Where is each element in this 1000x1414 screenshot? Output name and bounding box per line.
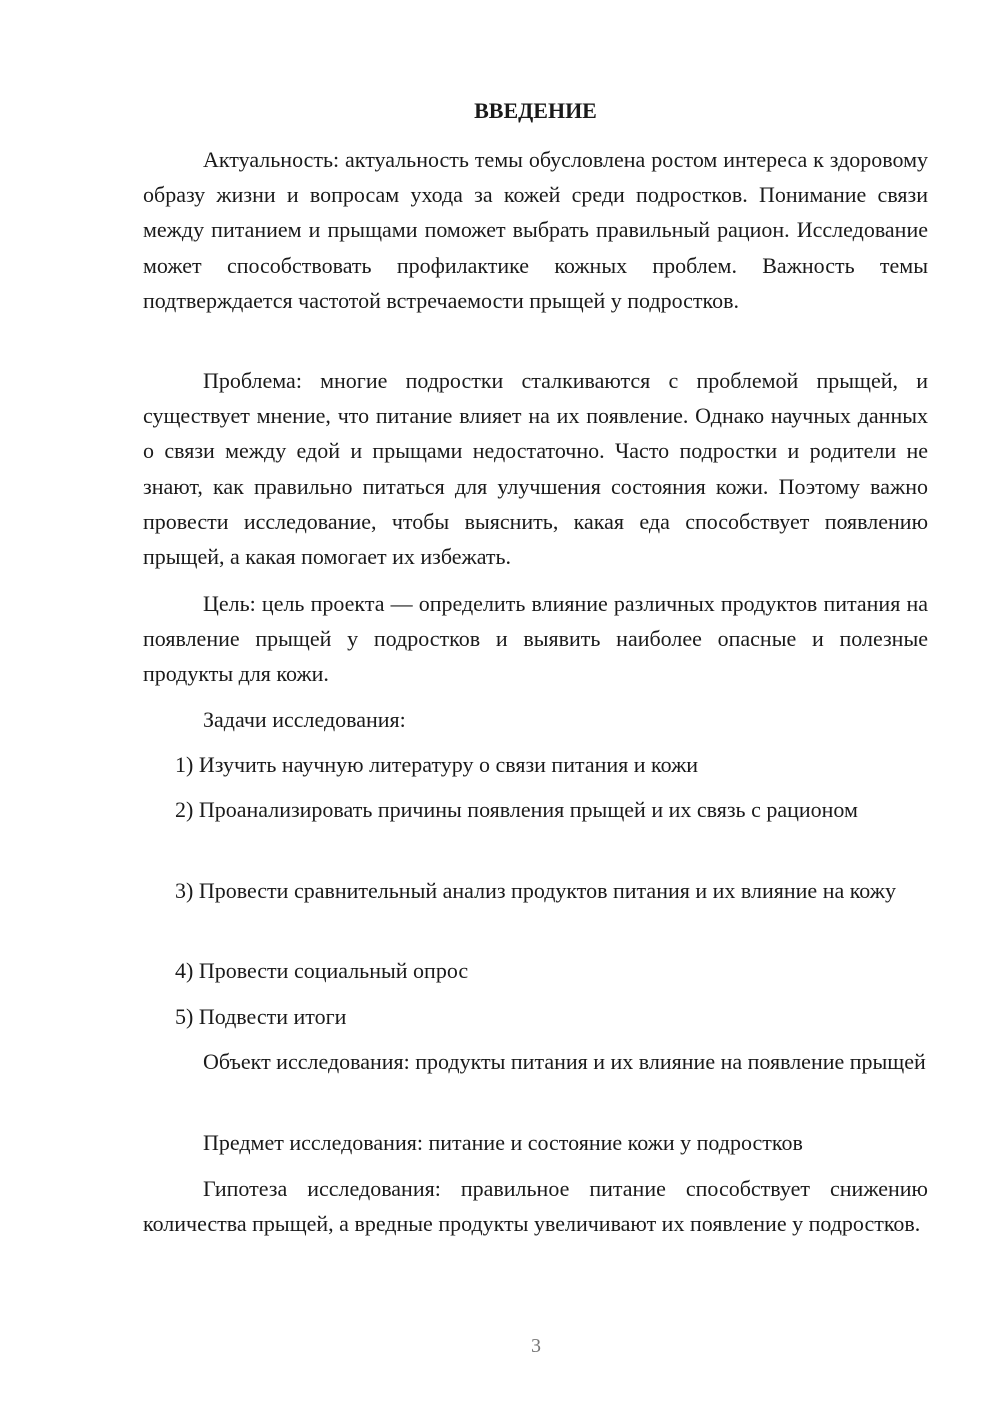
page-number: 3 [531,1335,541,1357]
task-item-3: 3) Провести сравнительный анализ продуктов питания и их влияние на кожу [175,878,896,903]
paragraph-subject: Предмет исследования: питание и состояние кожи у подростков [203,1130,803,1155]
section-heading: ВВЕДЕНИЕ [474,98,597,123]
paragraph-relevance: Актуальность: актуальность темы обусловлена ростом интереса к здоровому образу жизни и вопросам ухода за кожей среди подростков. Понимание связи между питанием и прыщами поможет выбрать правильный рацион. Исследование может способствовать профилактике кожных проблем. Важность темы подтверждается частотой встречаемости прыщей у подростков. [143,147,928,313]
task-item-1: 1) Изучить научную литературу о связи питания и кожи [175,752,699,777]
task-item-5: 5) Подвести итоги [175,1004,347,1029]
paragraph-problem: Проблема: многие подростки сталкиваются с проблемой прыщей, и существует мнение, что питание влияет на их появление. Однако научных данных о связи между едой и прыщами недостаточно. Часто подростки и родители не знают, как правильно питаться для улучшения состояния кожи. Поэтому важно провести исследование, чтобы выяснить, какая еда способствует появлению прыщей, а какая помогает их избежать. [143,368,928,570]
paragraph-object: Объект исследования: продукты питания и их влияние на появление прыщей [203,1049,926,1074]
task-item-4: 4) Провести социальный опрос [175,958,469,983]
paragraph-hypothesis: Гипотеза исследования: правильное питание способствует снижению количества прыщей, а вредные продукты увеличивают их появление у подростков. [143,1176,928,1237]
paragraph-goal: Цель: цель проекта — определить влияние различных продуктов питания на появление прыщей у подростков и выявить наиболее опасные и полезные продукты для кожи. [143,591,928,687]
tasks-title: Задачи исследования: [203,707,406,732]
task-item-2: 2) Проанализировать причины появления прыщей и их связь с рационом [175,797,858,822]
